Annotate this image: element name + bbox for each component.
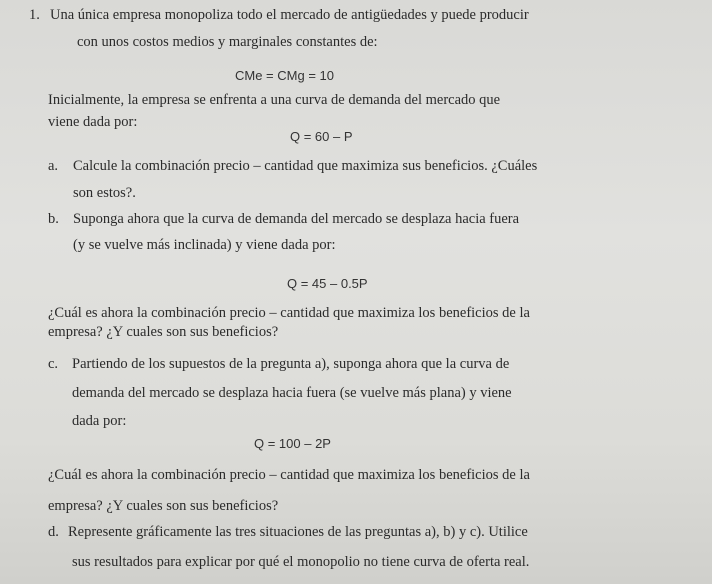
part-b-question-line-2: empresa? ¿Y cuales son sus beneficios? (48, 324, 279, 340)
part-d-line-2: sus resultados para explicar por qué el monopolio no tiene curva de oferta real. (72, 554, 530, 570)
part-b-marker: b. (48, 211, 59, 227)
part-d-line-1: Represente gráficamente las tres situaciones de las preguntas a), b) y c). Utilice (68, 524, 528, 540)
part-c-line-1: Partiendo de los supuestos de la pregunta a), suponga ahora que la curva de (72, 356, 510, 372)
part-a-line-1: Calcule la combinación precio – cantidad que maximiza sus beneficios. ¿Cuáles (73, 158, 538, 174)
part-c-line-2: demanda del mercado se desplaza hacia fuera (se vuelve más plana) y viene (72, 385, 512, 401)
demand-line-1: Inicialmente, la empresa se enfrenta a una curva de demanda del mercado que (48, 92, 501, 108)
intro-line-2: con unos costos medios y marginales constantes de: (77, 34, 378, 50)
intro-line-1: Una única empresa monopoliza todo el mercado de antigüedades y puede producir (50, 7, 529, 23)
part-a-line-2: son estos?. (73, 185, 136, 201)
problem-number: 1. (29, 7, 40, 23)
demand-line-2: viene dada por: (48, 114, 138, 130)
part-d-marker: d. (48, 524, 59, 540)
demand-equation: Q = 60 – P (290, 129, 353, 144)
part-b-equation: Q = 45 – 0.5P (287, 276, 368, 291)
part-c-question-line-1: ¿Cuál es ahora la combinación precio – cantidad que maximiza los beneficios de la (48, 467, 530, 483)
part-c-line-3: dada por: (72, 413, 127, 429)
part-c-marker: c. (48, 356, 59, 372)
part-b-question-line-1: ¿Cuál es ahora la combinación precio – cantidad que maximiza los beneficios de la (48, 305, 530, 321)
part-b-line-1: Suponga ahora que la curva de demanda del mercado se desplaza hacia fuera (73, 211, 520, 227)
part-a-marker: a. (48, 158, 59, 174)
part-b-line-2: (y se vuelve más inclinada) y viene dada por: (73, 237, 336, 253)
part-c-question-line-2: empresa? ¿Y cuales son sus beneficios? (48, 498, 279, 514)
part-c-equation: Q = 100 – 2P (254, 436, 331, 451)
cost-equation: CMe = CMg = 10 (235, 68, 334, 83)
